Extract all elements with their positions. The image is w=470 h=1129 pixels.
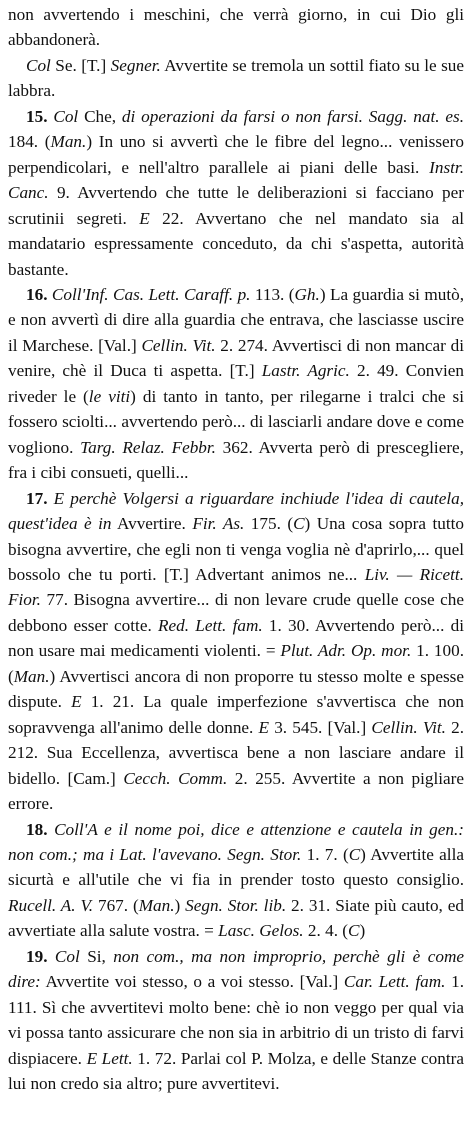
body-text: 9. Avvertendo che tutte le deliberazioni si facciano per scrutinii segreti. [8,183,464,228]
body-text: 1. 21. La quale imperfezione s'avvertisca che non sopravvenga all'animo delle donne. [8,692,465,737]
italic-text: Col [54,946,80,966]
body-text: Si, [79,946,114,966]
body-text: ) Avvertisci ancora di non proporre tu stesso molte e spesse dispute. [8,666,464,712]
body-text: 767. ( [93,895,139,915]
body-text: 1. 72. Parlai col P. Molza, e delle Stanze contra lui non credo sia altro; pure avvertitevi. [8,1048,464,1094]
italic-text: Rucell. A. V. [8,895,94,915]
body-text: ) Una cosa sopra tutto bisogna avvertire, che egli non ti venga voglia nè d'aprirlo,... quel bossolo che tu porti. [T.] Advertant animos ne... [8,514,465,584]
italic-text: non com., ma non improprio, perchè gli è come dire: [8,946,464,992]
italic-text: Cellin. Vit. [371,717,446,737]
italic-text: E perchè Volgersi a riguardare inchiude l'idea di cautela, quest'idea è in [8,488,465,534]
entry-paragraph [8,944,464,1097]
body-text: 1. 30. Avvertendo però... di non usare mai medicamenti violenti. = [8,615,464,661]
body-text: Avvertite voi stesso, o a voi stesso. [Val.] [40,972,344,992]
body-text: ) [359,921,366,941]
italic-text: Segn. Stor. lib. [185,895,287,915]
italic-text: Cecch. Comm. [123,768,228,788]
body-text: 2. 212. Sua Eccellenza, avvertisca bene a non lasciare andare il bidello. [Cam.] [8,717,464,788]
body-text: 184. ( [8,132,51,152]
body-text: ) La guardia si mutò, e non avvertì di dire alla guardia che entrava, che lasciasse uscire il Marchese. [Val.] [8,284,465,355]
entry-paragraph [8,817,464,944]
italic-text: Car. Lett. fam. [343,972,446,992]
body-text: 2. 255. Avvertite a non pigliare errore. [8,768,464,814]
entry-paragraph [8,53,464,104]
entry-paragraph [8,486,464,817]
body-text: 2. 4. ( [303,921,349,941]
italic-text: le viti [88,386,131,406]
entry-paragraph [8,104,464,282]
italic-text: Coll'A e il nome poi, dice e attenzione e cautela in gen.: non com.; ma i Lat. l'avevano. Segn. Stor. [8,819,465,864]
body-text: ) In uno si avvertì che le fibre del legno... venissero perpendicolari, e nell'altro parallele ai piani delle basi. [8,132,464,177]
italic-text: di operazioni da farsi o non farsi. Sagg. nat. es. [121,106,465,126]
body-text: Che, [78,106,122,126]
sense-number: 16. [26,284,48,304]
body-text [47,947,54,966]
entry-paragraph [8,282,464,486]
body-text: 22. Avvertano che nel mandato sia al mandatario espressamente conceduto, da chi s'aspetta, autorità bastante. [8,208,464,279]
italic-text: Gh. [294,284,320,304]
italic-text: Targ. Relaz. Febbr. [80,437,216,457]
italic-text: Fir. As. [192,514,245,534]
dictionary-entry-text [8,2,464,1096]
body-text: ) Avvertite alla sicurtà e all'utile che vi fia in prender tosto questo consiglio. [8,844,464,890]
italic-text: Cellin. Vit. [141,335,216,355]
sense-number: 17. [26,488,48,508]
sense-number: 15. [26,106,48,126]
italic-text: E [139,208,150,228]
body-text: 175. ( [244,514,294,534]
body-text: 77. Bisogna avvertire... di non levare crude quelle cose che debbono esser cotte. [8,590,464,635]
body-text: 2. 49. Convien riveder le ( [8,361,464,406]
body-text: ) di tanto in tanto, per rilegarne i tralci che si fossero sciolti... avvertendo però... di lasciarli andare dove e come vogliono. [8,386,465,457]
italic-text: Man. [50,132,87,152]
body-text: 113. ( [250,284,295,304]
italic-text: Coll'Inf. Cas. Lett. Caraff. p. [51,284,251,304]
body-text: ) [174,895,186,915]
body-text: 362. Avverta però di prescegliere, fra i cibi consueti, quelli... [8,437,464,483]
italic-text: Liv. — Ricett. Fior. [8,564,464,610]
italic-text: E [71,692,82,712]
body-text: Se. [T.] [50,55,111,75]
entry-paragraph [8,2,464,53]
italic-text: E Lett. [86,1048,133,1068]
italic-text: Instr. Canc. [8,157,464,203]
body-text: 2. 31. Siate più cauto, ed avvertiate alla salute vostra. = [8,895,464,941]
body-text: 3. 545. [Val.] [269,717,372,737]
body-text: 1. 111. Sì che avvertitevi molto bene: chè io non veggo per qual via vi possa tanto assicurare che non sia in arbitrio di un tristo di farvi dispiacere. [8,972,464,1068]
body-text: 2. 274. Avvertisci di non mancar di venire, chè il Duca ti aspetta. [T.] [8,335,464,381]
italic-text: C [348,844,361,864]
italic-text: Man. [138,895,175,915]
italic-text: Col [53,106,79,126]
italic-text: Lastr. Agric. [261,361,350,381]
sense-number: 18. [26,819,48,839]
italic-text: E [258,717,270,737]
italic-text: Plut. Adr. Op. mor. [280,641,412,661]
italic-text: Lasc. Gelos. [218,921,304,941]
body-text: 1. 100. ( [8,641,464,686]
body-text: 1. 7. ( [301,844,349,864]
sense-number: 19. [26,946,48,966]
body-text: non avvertendo i meschini, che verrà giorno, in cui Dio gli abbandonerà. [8,5,464,50]
body-text: Avvertire. [111,514,193,534]
italic-text: Segner. [110,55,161,75]
body-text: Avvertite se tremola un sottil fiato su le sue labbra. [8,55,464,101]
italic-text: Man. [13,666,50,686]
italic-text: C [348,921,360,941]
italic-text: Col [26,55,51,75]
italic-text: Red. Lett. fam. [158,615,263,635]
italic-text: C [293,514,305,534]
